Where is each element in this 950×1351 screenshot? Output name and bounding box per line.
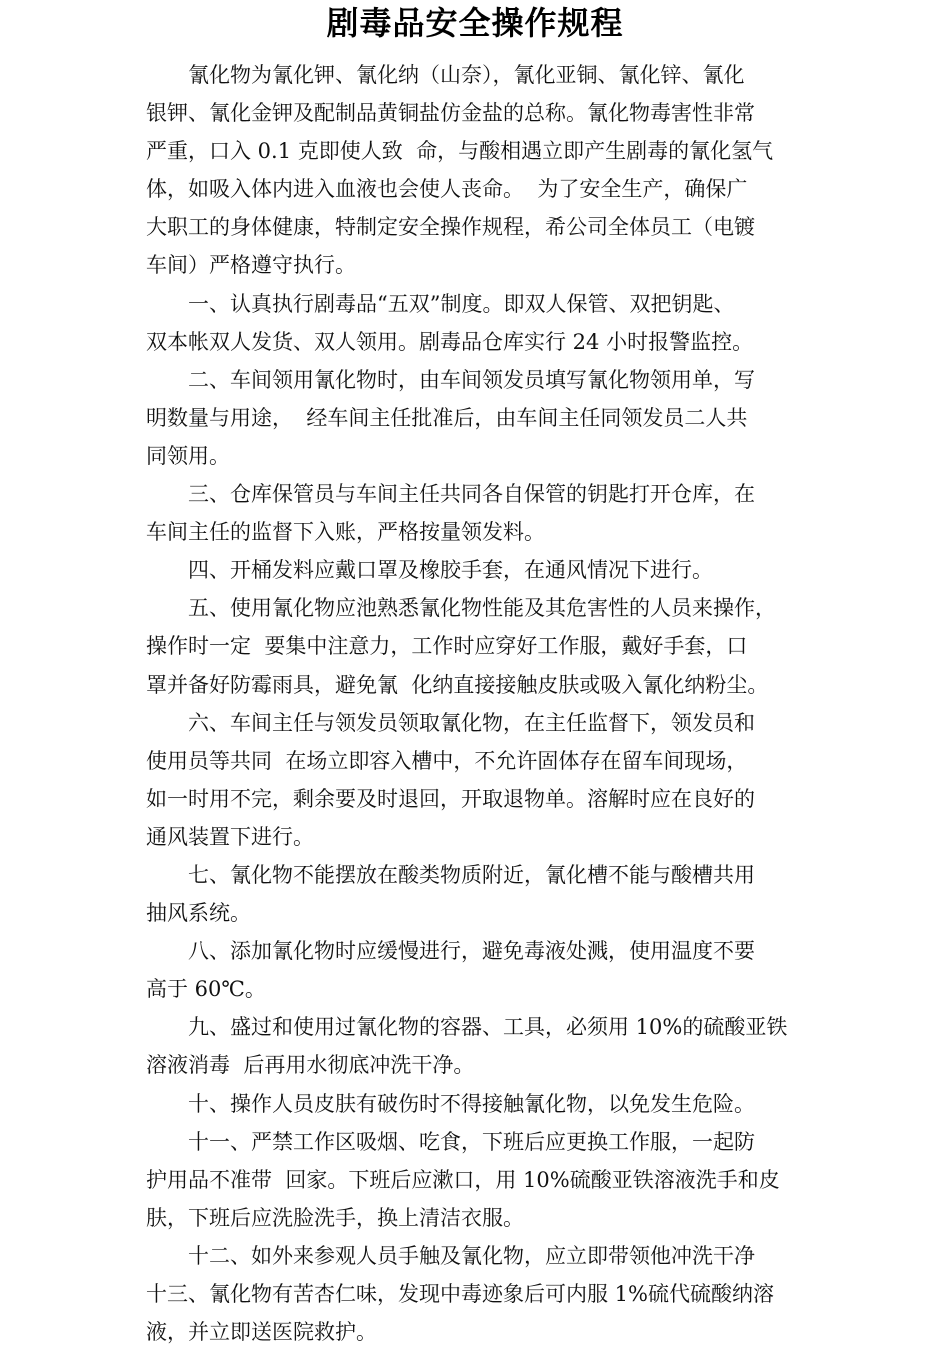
body-line: 十三、氰化物有苦杏仁味，发现中毒迹象后可内服 1%硫代硫酸纳溶 — [146, 1282, 774, 1306]
body-line: 严重，口入 0.1 克即使人致 命，与酸相遇立即产生剧毒的氰化氢气 — [146, 139, 774, 164]
body-line: 五、使用氰化物应池熟悉氰化物性能及其危害性的人员来操作， — [188, 596, 776, 621]
body-line: 如一时用不完，剩余要及时退回，开取退物单。溶解时应在良好的 — [146, 786, 755, 811]
body-line: 四、开桶发料应戴口罩及橡胶手套，在通风情况下进行。 — [188, 558, 713, 583]
body-line: 十二、如外来参观人员手触及氰化物，应立即带领他冲洗干净 — [188, 1243, 755, 1268]
body-line: 抽风系统。 — [146, 901, 251, 926]
body-line: 十一、严禁工作区吸烟、吃食，下班后应更换工作服，一起防 — [188, 1129, 755, 1154]
body-line: 操作时一定 要集中注意力，工作时应穿好工作服，戴好手套，口 — [146, 634, 748, 659]
body-line: 九、盛过和使用过氰化物的容器、工具，必须用 10%的硫酸亚铁 — [188, 1015, 788, 1040]
body-line: 氰化物为氰化钾、氰化纳（山奈），氰化亚铜、氰化锌、氰化 — [188, 63, 745, 87]
body-line: 同领用。 — [146, 443, 230, 468]
body-line: 体，如吸入体内进入血液也会使人丧命。 为了安全生产，确保广 — [146, 177, 748, 202]
body-line: 溶液消毒 后再用水彻底冲洗干净。 — [146, 1053, 475, 1078]
body-line: 明数量与用途， 经车间主任批准后，由车间主任同领发员二人共 — [146, 405, 748, 430]
document-body — [146, 56, 836, 1351]
body-line: 通风装置下进行。 — [146, 824, 314, 849]
body-line: 三、仓库保管员与车间主任共同各自保管的钥匙打开仓库，在 — [188, 482, 755, 507]
body-line: 二、车间领用氰化物时，由车间领发员填写氰化物领用单，写 — [188, 367, 755, 392]
body-line: 护用品不准带 回家。下班后应漱口，用 10%硫酸亚铁溶液洗手和皮 — [146, 1167, 780, 1192]
body-line: 十、操作人员皮肤有破伤时不得接触氰化物，以免发生危险。 — [188, 1091, 755, 1116]
body-line: 罩并备好防霉雨具，避免氰 化纳直接接触皮肤或吸入氰化纳粉尘。 — [146, 672, 769, 697]
body-line: 大职工的身体健康，特制定安全操作规程，希公司全体员工（电镀 — [146, 215, 755, 240]
body-line: 车间主任的监督下入账，严格按量领发料。 — [146, 520, 545, 545]
body-line: 一、认真执行剧毒品“五双”制度。即双人保管、双把钥匙、 — [188, 291, 735, 316]
body-line: 六、车间主任与领发员领取氰化物，在主任监督下，领发员和 — [188, 710, 755, 735]
body-line: 液，并立即送医院救护。 — [146, 1320, 377, 1345]
body-line: 高于 60℃。 — [146, 977, 266, 1002]
body-line: 双本帐双人发货、双人领用。剧毒品仓库实行 24 小时报警监控。 — [146, 329, 754, 354]
body-line: 肤，下班后应洗脸洗手，换上清洁衣服。 — [146, 1205, 524, 1230]
body-line: 八、添加氰化物时应缓慢进行，避免毒液处溅，使用温度不要 — [188, 939, 755, 964]
body-line: 银钾、氰化金钾及配制品黄铜盐仿金盐的总称。氰化物毒害性非常 — [146, 101, 755, 126]
body-line: 使用员等共同 在场立即容入槽中，不允许固体存在留车间现场， — [146, 748, 748, 773]
body-line: 七、氰化物不能摆放在酸类物质附近，氰化槽不能与酸槽共用 — [188, 862, 755, 887]
document-title: 剧毒品安全操作规程 — [326, 4, 624, 42]
body-line: 车间）严格遵守执行。 — [146, 253, 356, 278]
